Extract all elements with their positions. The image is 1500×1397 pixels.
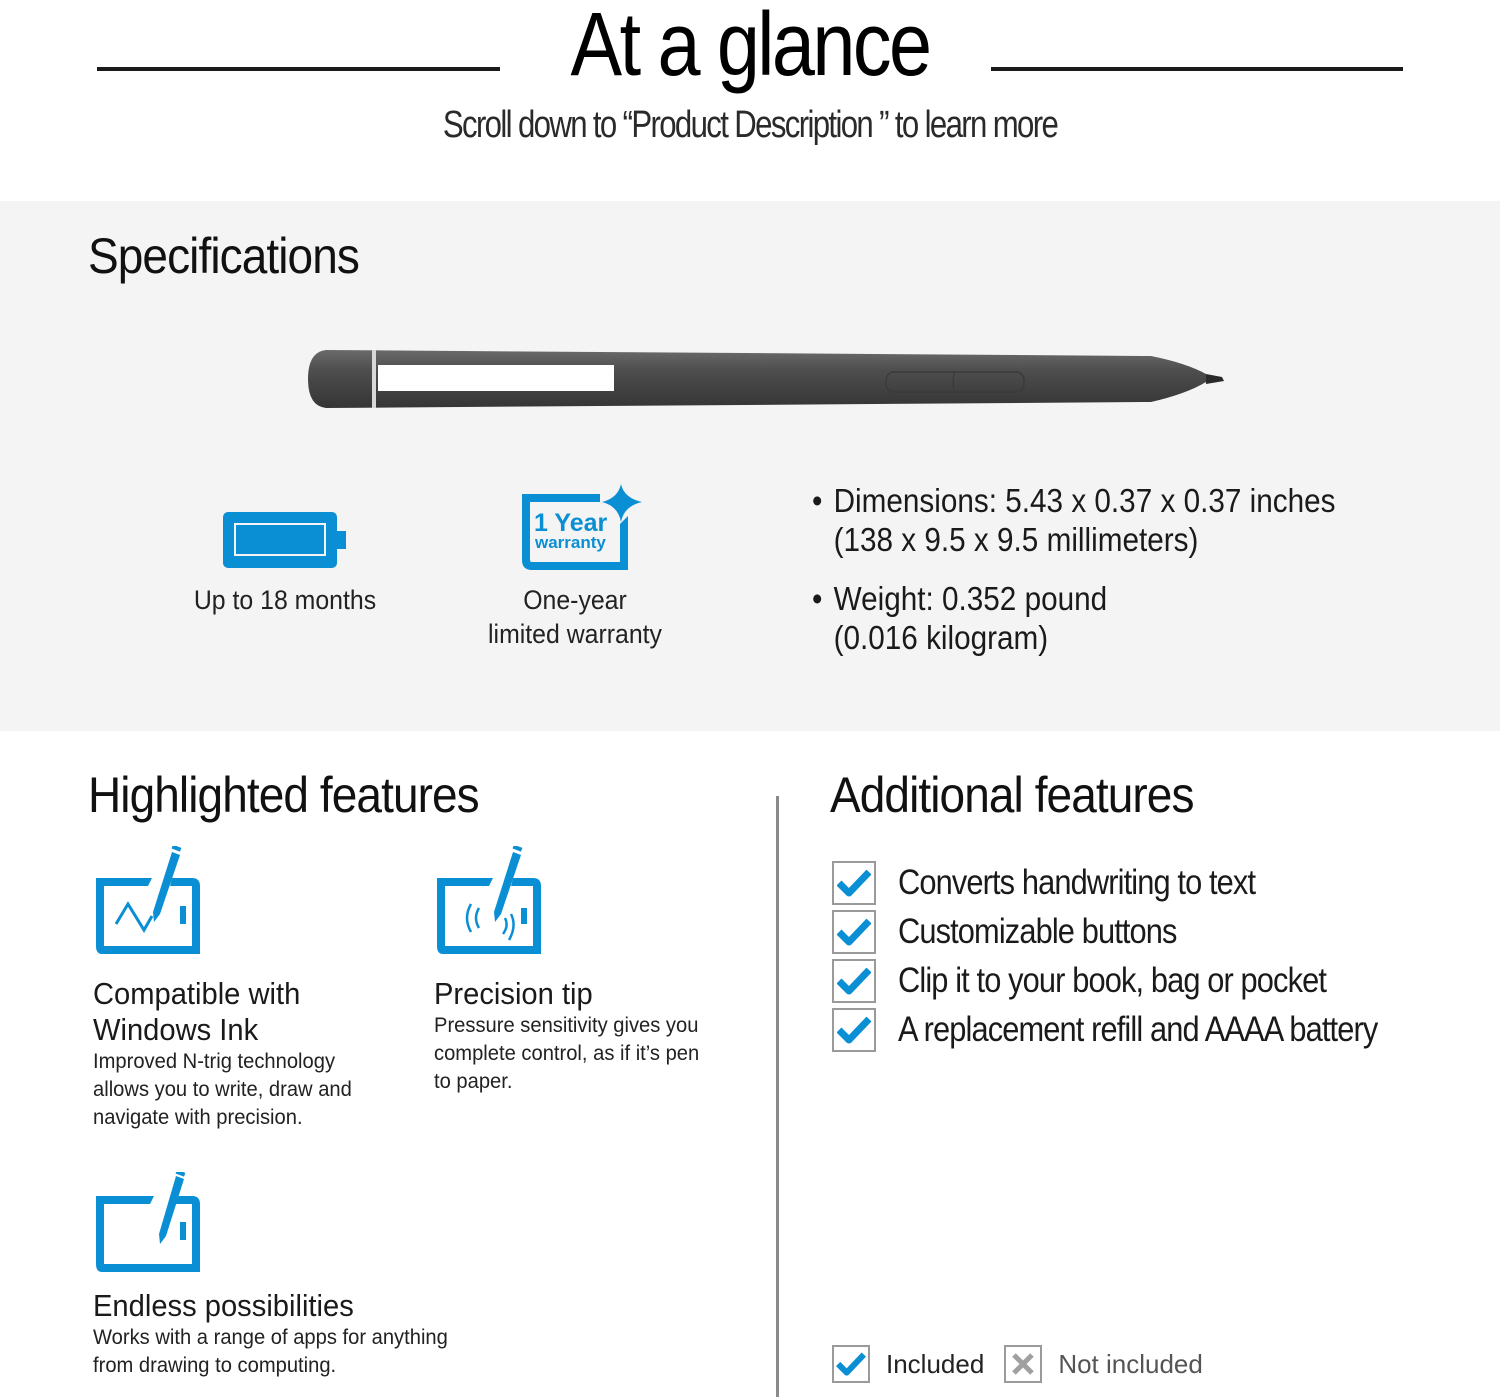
feature-label: Customizable buttons xyxy=(898,911,1177,951)
warranty-badge-line1: 1 Year xyxy=(534,509,608,537)
feature-windows-ink-desc xyxy=(93,1048,352,1132)
page-title: At a glance xyxy=(570,0,930,95)
warranty-label xyxy=(460,583,690,651)
specifications-section xyxy=(0,201,1500,731)
feature-endless-desc xyxy=(93,1324,448,1380)
feature-precision-tip-desc xyxy=(434,1012,699,1096)
spec-weight-metric: (0.016 kilogram) xyxy=(833,619,1049,656)
spec-details-list xyxy=(812,481,1335,677)
tablet-pen-ink-icon xyxy=(92,846,204,958)
feature-desc-line: Improved N-trig technology xyxy=(93,1050,336,1073)
list-item xyxy=(832,1005,1443,1054)
column-divider xyxy=(776,796,779,1397)
feature-windows-ink-title xyxy=(93,976,300,1048)
feature-desc-line: allows you to write, draw and xyxy=(93,1078,352,1101)
list-item xyxy=(832,858,1443,907)
included-check-icon xyxy=(832,861,876,905)
tablet-pen-icon xyxy=(92,1172,204,1276)
feature-desc-line: from drawing to computing. xyxy=(93,1354,337,1377)
spec-dimensions-metric: (138 x 9.5 x 9.5 millimeters) xyxy=(833,521,1199,558)
warranty-badge-line2: warranty xyxy=(535,533,606,552)
battery-icon xyxy=(222,511,350,569)
feature-label: Clip it to your book, bag or pocket xyxy=(898,960,1327,1000)
warranty-label-line2: limited warranty xyxy=(488,619,662,649)
list-item xyxy=(832,907,1443,956)
legend-not-included-label: Not included xyxy=(1058,1348,1203,1379)
feature-title-line2: Windows Ink xyxy=(93,1012,259,1047)
legend-included-label: Included xyxy=(886,1348,985,1379)
legend xyxy=(832,1345,1223,1383)
included-check-icon xyxy=(832,910,876,954)
list-item xyxy=(832,956,1443,1005)
page-subtitle: Scroll down to “Product Description ” to learn more xyxy=(442,104,1058,146)
spec-weight-imperial: Weight: 0.352 pound xyxy=(833,580,1108,617)
included-check-icon xyxy=(832,959,876,1003)
included-check-icon xyxy=(832,1345,870,1383)
not-included-x-icon xyxy=(1004,1345,1042,1383)
feature-title-line1: Compatible with xyxy=(93,976,301,1011)
highlighted-features-title: Highlighted features xyxy=(88,767,479,823)
included-check-icon xyxy=(832,1008,876,1052)
bullet: • xyxy=(812,482,823,519)
feature-label: Converts handwriting to text xyxy=(898,862,1256,902)
warranty-badge-icon xyxy=(520,484,644,574)
feature-desc-line: Pressure sensitivity gives you xyxy=(434,1014,699,1037)
bullet: • xyxy=(812,580,823,617)
feature-desc-line: complete control, as if it’s pen xyxy=(434,1042,700,1065)
feature-desc-line: Works with a range of apps for anything xyxy=(93,1326,448,1349)
specifications-title: Specifications xyxy=(88,228,359,284)
spec-weight xyxy=(812,579,1335,657)
additional-features-title: Additional features xyxy=(830,767,1194,823)
feature-label: A replacement refill and AAAA battery xyxy=(898,1009,1378,1049)
warranty-label-line1: One-year xyxy=(523,585,627,615)
feature-desc-line: to paper. xyxy=(434,1070,513,1093)
spec-dimensions-imperial: Dimensions: 5.43 x 0.37 x 0.37 inches xyxy=(833,482,1336,519)
tablet-pen-pressure-icon xyxy=(433,846,545,958)
pen-image xyxy=(306,348,1226,410)
feature-precision-tip-title: Precision tip xyxy=(434,976,593,1011)
spec-dimensions xyxy=(812,481,1335,559)
additional-features-list xyxy=(832,858,1443,1054)
feature-desc-line: navigate with precision. xyxy=(93,1106,303,1129)
feature-endless-title: Endless possibilities xyxy=(93,1288,354,1323)
battery-life-label: Up to 18 months xyxy=(193,585,377,615)
